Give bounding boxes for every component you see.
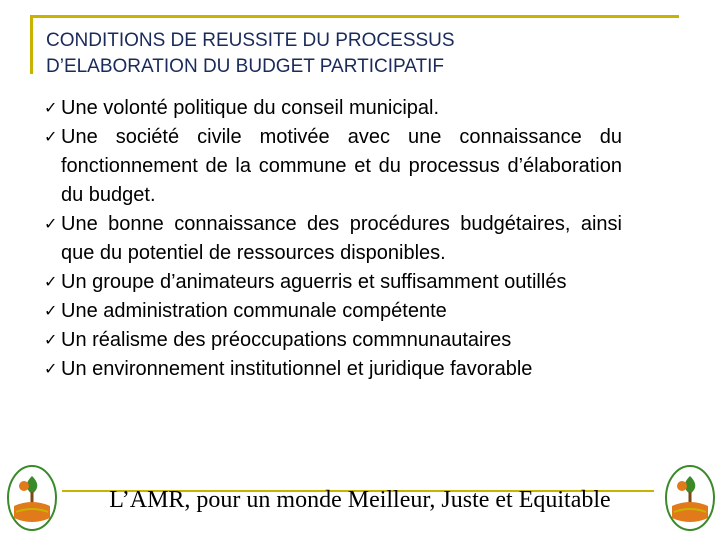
list-item-text: Un groupe d’animateurs aguerris et suffisamment outillés [61,271,567,293]
list-item [44,210,622,268]
checkmark-icon: ✓ [44,274,58,291]
list-item-text: Une société civile motivée avec une connaissance du fonctionnement de la commune et du processus d’élaboration du budget. [61,126,622,206]
list-item [44,297,622,326]
list-item-text: Un environnement institutionnel et juridique favorable [61,358,533,380]
list-item [44,268,622,297]
list-item [44,94,622,123]
checkmark-icon: ✓ [44,361,58,378]
organization-logo-left [4,462,60,534]
slide-title [46,28,666,80]
list-item-text: Une volonté politique du conseil municipal. [61,97,440,119]
list-item [44,355,622,384]
checkmark-icon: ✓ [44,216,58,233]
list-item-text: Une administration communale compétente [61,300,447,322]
footer-slogan: L’AMR, pour un monde Meilleur, Juste et Equitable [109,487,611,513]
list-item-text: Un réalisme des préoccupations commnunautaires [61,329,512,351]
checkmark-icon: ✓ [44,100,58,117]
list-item [44,123,622,210]
title-line-1: CONDITIONS DE REUSSITE DU PROCESSUS [46,30,455,51]
conditions-list [44,94,622,384]
checkmark-icon: ✓ [44,303,58,320]
title-line-2: D’ELABORATION DU BUDGET PARTICIPATIF [46,56,444,77]
checkmark-icon: ✓ [44,332,58,349]
checkmark-icon: ✓ [44,129,58,146]
list-item-text: Une bonne connaissance des procédures budgétaires, ainsi que du potentiel de ressources disponibles. [61,213,622,264]
list-item [44,326,622,355]
organization-logo-right [662,462,718,534]
